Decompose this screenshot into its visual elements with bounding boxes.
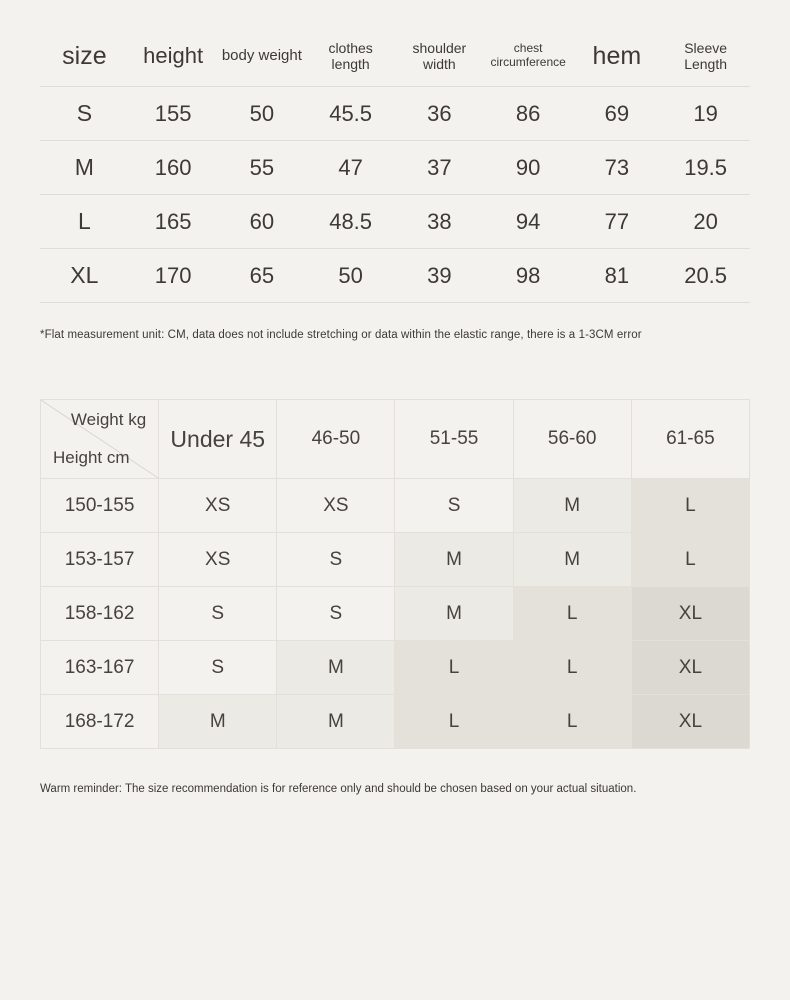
spec-value-cell: 98 xyxy=(484,249,573,303)
spec-value-cell: 50 xyxy=(306,249,395,303)
recommended-size-cell: S xyxy=(395,479,513,533)
spec-value-cell: 160 xyxy=(129,141,218,195)
table-row xyxy=(41,587,750,641)
spec-value-cell: 48.5 xyxy=(306,195,395,249)
recommended-size-cell: M xyxy=(395,533,513,587)
spec-value-cell: 94 xyxy=(484,195,573,249)
spec-table-body xyxy=(40,87,750,303)
recommended-size-cell: M xyxy=(159,695,277,749)
spec-value-cell: 19 xyxy=(661,87,750,141)
spec-value-cell: 38 xyxy=(395,195,484,249)
spec-value-cell: 170 xyxy=(129,249,218,303)
spec-column-header: body weight xyxy=(221,47,302,65)
spec-value-cell: 90 xyxy=(484,141,573,195)
recommended-size-cell: L xyxy=(395,641,513,695)
recommended-size-cell: XL xyxy=(631,641,749,695)
spec-value-cell: 36 xyxy=(395,87,484,141)
height-range-cell: 153-157 xyxy=(41,533,159,587)
spec-column-header: height xyxy=(143,43,204,69)
rec-table-body xyxy=(41,479,750,749)
recommended-size-cell: L xyxy=(513,641,631,695)
recommended-size-cell: M xyxy=(513,479,631,533)
recommended-size-cell: XL xyxy=(631,695,749,749)
spec-column-header: Sleeve Length xyxy=(684,40,728,73)
height-range-cell: 163-167 xyxy=(41,641,159,695)
spec-value-cell: 165 xyxy=(129,195,218,249)
recommended-size-cell: L xyxy=(631,533,749,587)
weight-axis-label: Weight kg xyxy=(70,410,147,430)
table-row xyxy=(40,141,750,195)
spec-column-header: clothes length xyxy=(328,40,373,73)
spec-column-header: chest circumference xyxy=(490,41,566,70)
size-chart-page xyxy=(0,36,790,1000)
recommended-size-cell: XS xyxy=(159,533,277,587)
weight-range-header: Under 45 xyxy=(159,400,277,479)
height-range-cell: 150-155 xyxy=(41,479,159,533)
rec-header-row xyxy=(41,400,750,479)
spec-value-cell: 65 xyxy=(218,249,307,303)
size-recommendation-table xyxy=(40,399,750,749)
table-row xyxy=(41,533,750,587)
spec-column-header: shoulder width xyxy=(412,40,467,73)
rec-table-head xyxy=(41,400,750,479)
recommended-size-cell: M xyxy=(395,587,513,641)
spec-value-cell: 73 xyxy=(573,141,662,195)
weight-range-header: 61-65 xyxy=(631,400,749,479)
spec-value-cell: 50 xyxy=(218,87,307,141)
spec-size-cell: S xyxy=(40,87,129,141)
spec-value-cell: 37 xyxy=(395,141,484,195)
spec-value-cell: 20 xyxy=(661,195,750,249)
recommended-size-cell: S xyxy=(159,641,277,695)
spec-value-cell: 86 xyxy=(484,87,573,141)
height-range-cell: 158-162 xyxy=(41,587,159,641)
recommended-size-cell: XS xyxy=(159,479,277,533)
height-axis-label: Height cm xyxy=(53,448,130,468)
warm-reminder: Warm reminder: The size recommendation is for reference only and should be chosen based on your actual situation. xyxy=(40,783,637,796)
recommended-size-cell: M xyxy=(277,695,395,749)
spec-header-row xyxy=(40,36,750,87)
weight-range-header: 46-50 xyxy=(277,400,395,479)
recommended-size-cell: S xyxy=(159,587,277,641)
spec-value-cell: 19.5 xyxy=(661,141,750,195)
spec-value-cell: 60 xyxy=(218,195,307,249)
recommended-size-cell: L xyxy=(513,695,631,749)
recommended-size-cell: L xyxy=(631,479,749,533)
spec-size-cell: XL xyxy=(40,249,129,303)
spec-column-header: hem xyxy=(592,41,642,70)
table-row xyxy=(40,249,750,303)
table-row xyxy=(41,479,750,533)
recommendation-section xyxy=(40,399,750,749)
recommended-size-cell: L xyxy=(395,695,513,749)
weight-range-header: 56-60 xyxy=(513,400,631,479)
measurement-spec-table xyxy=(40,36,750,303)
measurement-note: *Flat measurement unit: CM, data does not include stretching or data within the elastic range, there is a 1-3CM error xyxy=(40,329,642,342)
spec-value-cell: 55 xyxy=(218,141,307,195)
recommended-size-cell: S xyxy=(277,533,395,587)
spec-value-cell: 81 xyxy=(573,249,662,303)
recommended-size-cell: M xyxy=(513,533,631,587)
spec-value-cell: 69 xyxy=(573,87,662,141)
spec-value-cell: 39 xyxy=(395,249,484,303)
recommended-size-cell: M xyxy=(277,641,395,695)
spec-size-cell: L xyxy=(40,195,129,249)
axis-corner-cell xyxy=(41,400,159,479)
recommended-size-cell: L xyxy=(513,587,631,641)
spec-column-header: size xyxy=(62,41,107,70)
spec-value-cell: 20.5 xyxy=(661,249,750,303)
table-row xyxy=(40,195,750,249)
table-row xyxy=(41,695,750,749)
recommended-size-cell: S xyxy=(277,587,395,641)
recommended-size-cell: XL xyxy=(631,587,749,641)
spec-value-cell: 45.5 xyxy=(306,87,395,141)
spec-value-cell: 155 xyxy=(129,87,218,141)
weight-range-header: 51-55 xyxy=(395,400,513,479)
spec-table-head xyxy=(40,36,750,87)
spec-value-cell: 77 xyxy=(573,195,662,249)
table-row xyxy=(40,87,750,141)
height-range-cell: 168-172 xyxy=(41,695,159,749)
spec-value-cell: 47 xyxy=(306,141,395,195)
recommended-size-cell: XS xyxy=(277,479,395,533)
spec-size-cell: M xyxy=(40,141,129,195)
table-row xyxy=(41,641,750,695)
